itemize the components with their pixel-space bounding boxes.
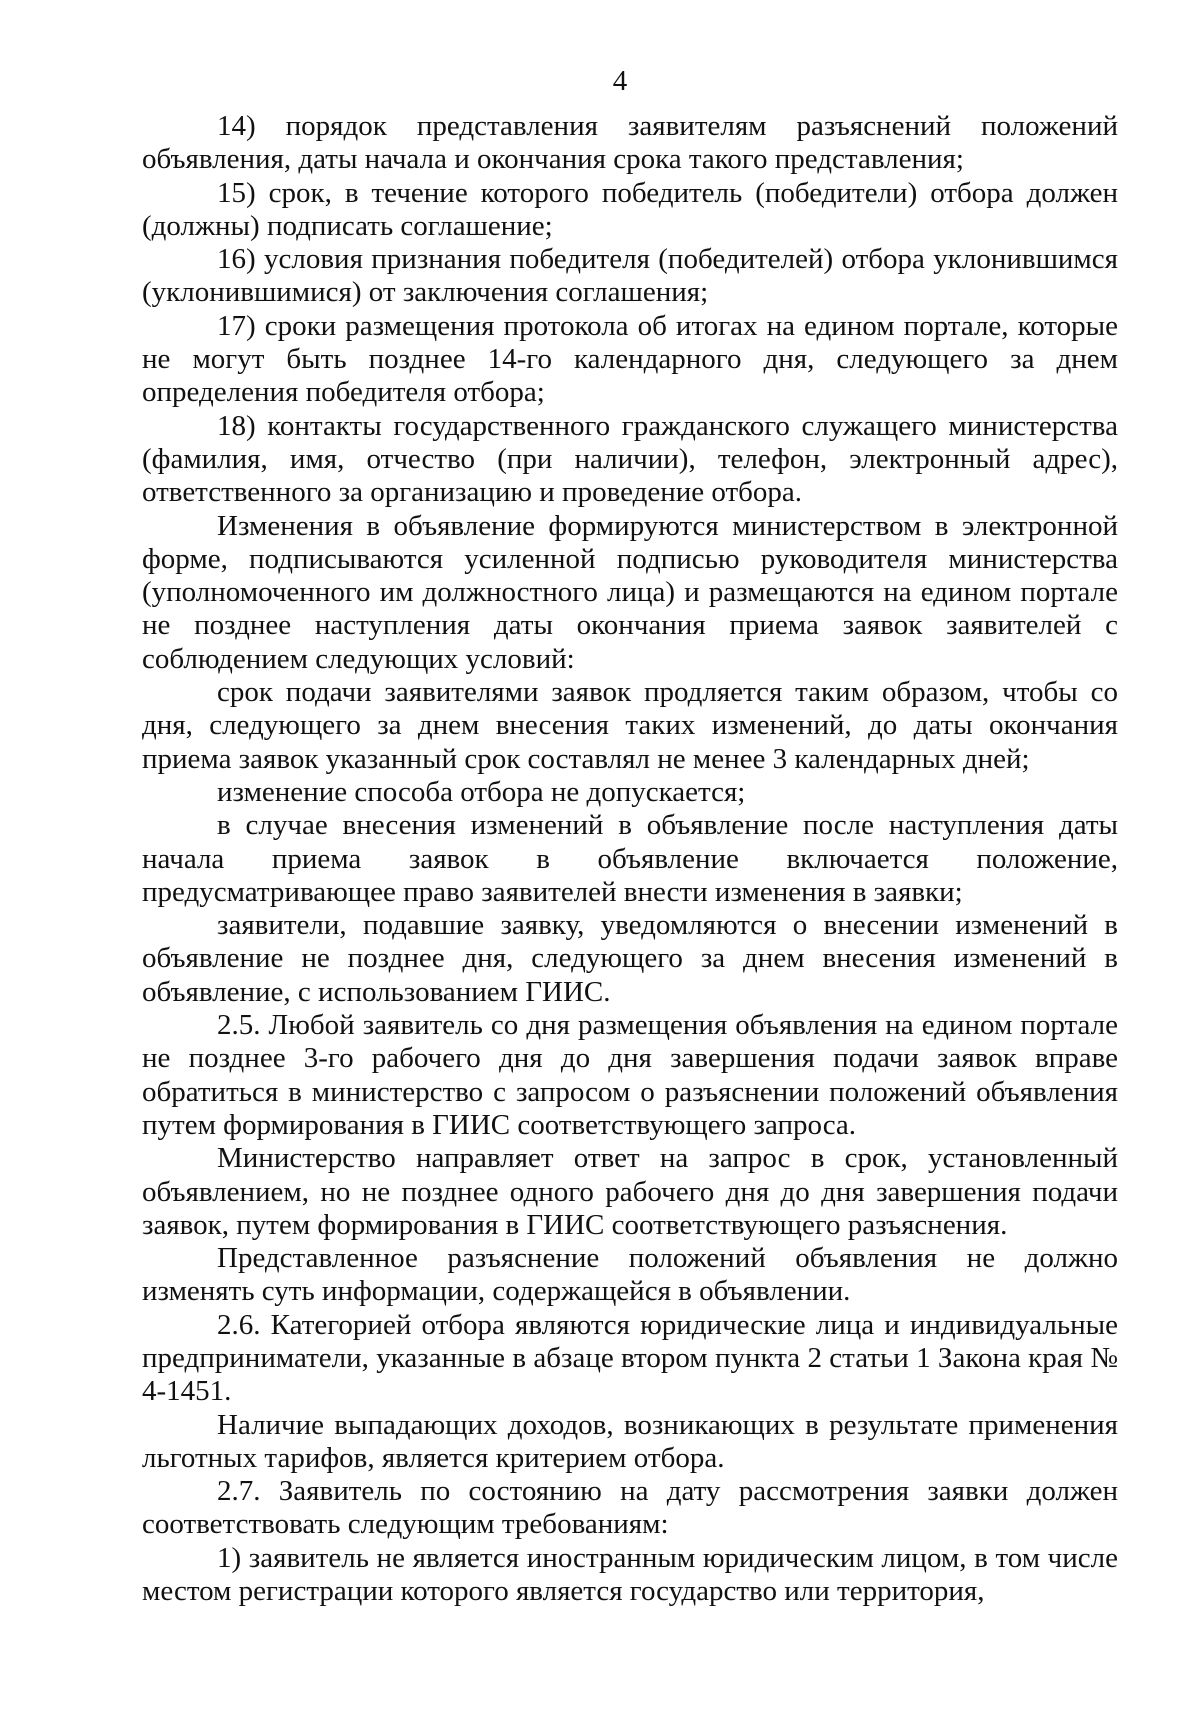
paragraph-item-15: 15) срок, в течение которого победитель (победители) отбора должен (должны) подписать соглашение;: [142, 176, 1118, 242]
document-body: [142, 110, 1118, 1608]
paragraph-item-18: 18) контакты государственного гражданского служащего министерства (фамилия, имя, отчество (при наличии), телефон, электронный адрес), ответственного за организацию и проведение отбора.: [142, 409, 1118, 509]
paragraph-section-2-7: 2.7. Заявитель по состоянию на дату рассмотрения заявки должен соответствовать следующим требованиям:: [142, 1475, 1118, 1541]
paragraph-clarification-scope: Представленное разъяснение положений объявления не должно изменять суть информации, содержащейся в объявлении.: [142, 1242, 1118, 1308]
paragraph-condition-amendments: в случае внесения изменений в объявление после наступления даты начала приема заявок в объявление включается положение, предусматривающее право заявителей внести изменения в заявки;: [142, 809, 1118, 908]
paragraph-ministry-response: Министерство направляет ответ на запрос в срок, установленный объявлением, но не позднее одного рабочего дня до дня завершения подачи заявок, путем формирования в ГИИС соответствующего разъяснения.: [142, 1142, 1118, 1241]
paragraph-condition-deadline: срок подачи заявителями заявок продляется таким образом, чтобы со дня, следующего за днем внесения таких изменений, до даты окончания приема заявок указанный срок составлял не менее 3 календарных дней;: [142, 676, 1118, 775]
page-number: 4: [612, 65, 628, 97]
paragraph-item-16: 16) условия признания победителя (победителей) отбора уклонившимся (уклонившимися) от заключения соглашения;: [142, 243, 1118, 309]
paragraph-item-14: 14) порядок представления заявителям разъяснений положений объявления, даты начала и окончания срока такого представления;: [142, 110, 1118, 176]
paragraph-selection-criterion: Наличие выпадающих доходов, возникающих в результате применения льготных тарифов, является критерием отбора.: [142, 1408, 1118, 1474]
paragraph-changes-intro: Изменения в объявление формируются министерством в электронной форме, подписываются усиленной подписью руководителя министерства (уполномоченного им должностного лица) и размещаются на едином портале не позднее наступления даты окончания приема заявок заявителей с соблюдением следующих условий:: [142, 509, 1118, 675]
paragraph-item-17: 17) сроки размещения протокола об итогах на едином портале, которые не могут быть позднее 14-го календарного дня, следующего за днем определения победителя отбора;: [142, 309, 1118, 409]
paragraph-condition-notification: заявители, подавшие заявку, уведомляются о внесении изменений в объявление не позднее дня, следующего за днем внесения изменений в объявление, с использованием ГИИС.: [142, 909, 1118, 1008]
paragraph-condition-method: изменение способа отбора не допускается;: [217, 775, 746, 808]
paragraph-requirement-1: 1) заявитель не является иностранным юридическим лицом, в том числе местом регистрации которого является государство или территория,: [142, 1541, 1118, 1608]
paragraph-section-2-6: 2.6. Категорией отбора являются юридические лица и индивидуальные предприниматели, указанные в абзаце втором пункта 2 статьи 1 Закона края № 4-1451.: [142, 1308, 1118, 1408]
paragraph-section-2-5: 2.5. Любой заявитель со дня размещения объявления на едином портале не позднее 3-го рабочего дня до дня завершения подачи заявок вправе обратиться в министерство с запросом о разъяснении положений объявления путем формирования в ГИИС соответствующего запроса.: [142, 1009, 1118, 1141]
